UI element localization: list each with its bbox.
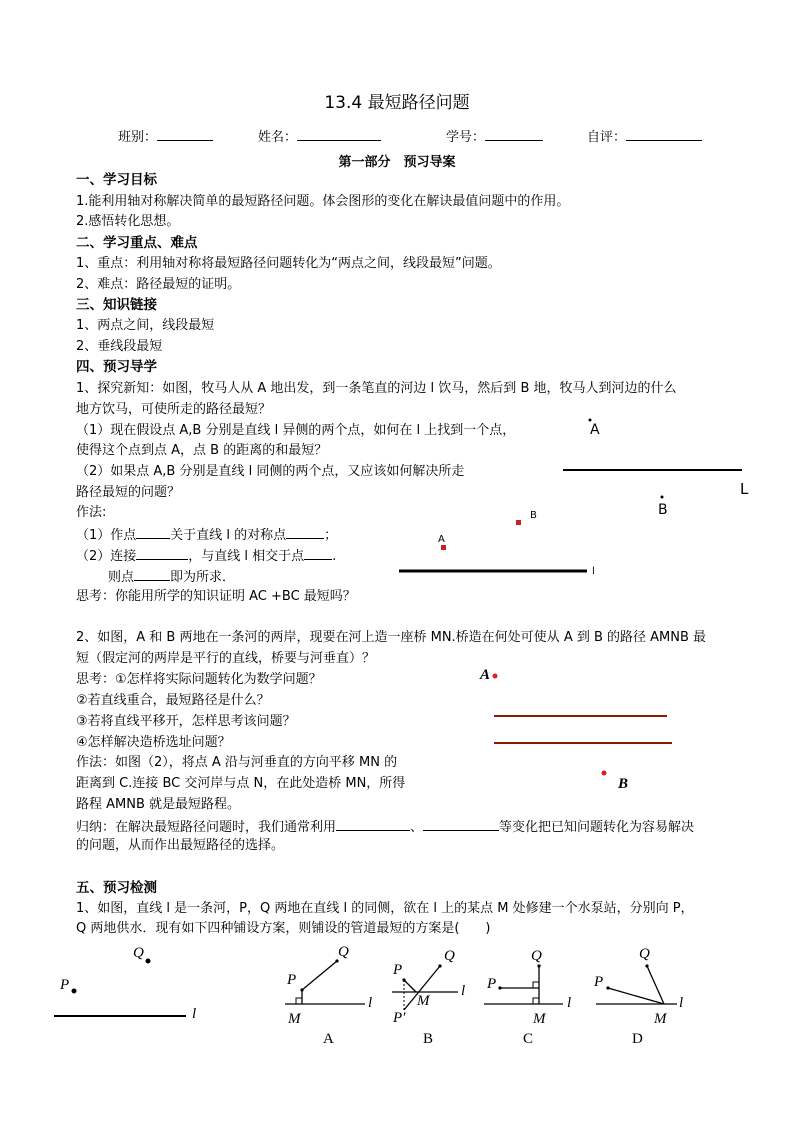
paragraph: 思考：你能用所学的知识证明 AC +BC 最短吗？ (76, 589, 356, 604)
step-text: 关于直线 l 的对称点 (170, 528, 287, 543)
point-a-label: A (438, 534, 445, 545)
paragraph: 作法: (76, 505, 107, 520)
paragraph: 的问题，从而作出最短路径的选择。 (76, 838, 285, 853)
point-p-label: P (60, 977, 70, 993)
point-a-label: A (480, 667, 491, 683)
step-text: 、 (410, 820, 424, 835)
point-q-label: Q (133, 945, 144, 961)
point-p-prime-label: P′ (393, 1010, 406, 1026)
section-heading: 一、学习目标 (76, 172, 157, 188)
point-q-label: Q (338, 944, 349, 960)
line-l-label: l (192, 1006, 197, 1022)
paragraph: 思考：①怎样将实际问题转化为数学问题？ (76, 672, 322, 687)
step-text: （1）作点 (76, 528, 137, 543)
point-b-label: B (530, 510, 537, 521)
option-b: B (423, 1031, 434, 1047)
line-l-label: L (740, 480, 749, 498)
self-eval-label: 自评： (587, 130, 627, 145)
point-m-label: M (417, 993, 430, 1009)
paragraph: （2）如果点 A,B 分别是直线 l 同侧的两个点，又应该如何解决所走 (76, 464, 465, 479)
line-l-label: l (592, 566, 595, 577)
paragraph: ②若直线重合，最短路径是什么？ (76, 693, 270, 708)
paragraph: Q 两地供水．现有如下四种铺设方案，则铺设的管道最短的方案是( ) (76, 921, 491, 936)
paragraph: 2.感悟转化思想。 (76, 214, 180, 229)
paragraph: 距离到 C.连接 BC 交河岸与点 N，在此处造桥 MN，所得 (76, 776, 406, 791)
line-l-label: l (461, 983, 466, 999)
point-p-label: P (487, 976, 497, 992)
point-q-label: Q (531, 948, 542, 964)
point-p-label: P (287, 972, 297, 988)
option-a: A (323, 1031, 334, 1047)
step-text: ，与直线 l 相交于点 (188, 549, 305, 564)
paragraph: 1、探究新知：如图，牧马人从 A 地出发，到一条笔直的河边 l 饮马，然后到 B 地，牧马人到河边的什么 (76, 381, 677, 396)
name-label: 姓名： (258, 130, 298, 145)
paragraph: 1、如图，直线 l 是一条河，P，Q 两地在直线 l 的同侧，欲在 l 上的某点 M 处修建一个水泵站，分别向 P， (76, 901, 694, 916)
paragraph: （1）现在假设点 A,B 分别是直线 l 异侧的两个点，如何在 l 上找到一个点， (76, 423, 516, 438)
line-l-label: l (567, 995, 572, 1011)
point-a-label: A (590, 422, 600, 438)
point-m-label: M (533, 1011, 546, 1027)
point-m-label: M (654, 1011, 667, 1027)
paragraph: 2、如图，A 和 B 两地在一条河的两岸，现要在河上造一座桥 MN.桥造在何处可使从 A 到 B 的路径 AMNB 最 (76, 630, 707, 645)
page-title: 13.4 最短路径问题 (324, 93, 470, 113)
paragraph: ③若将直线平移开，怎样思考该问题？ (76, 714, 296, 729)
line-l-label: l (368, 995, 373, 1011)
section-heading: 五、预习检测 (76, 880, 157, 896)
section-heading: 三、知识链接 (76, 297, 157, 313)
paragraph: 作法：如图（2），将点 A 沿与河垂直的方向平移 MN 的 (76, 755, 398, 770)
point-m-label: M (288, 1011, 301, 1027)
paragraph: 地方饮马，可使所走的路径最短？ (76, 402, 272, 417)
section-heading: 二、学习重点、难点 (76, 235, 198, 251)
step-text: （2）连接 (76, 549, 137, 564)
step-text: . (332, 549, 337, 564)
step-text: ； (324, 528, 338, 543)
part-heading: 第一部分 预习导案 (338, 155, 456, 170)
paragraph: 使得这个点到点 A，点 B 的距离的和最短？ (76, 443, 328, 458)
point-q-label: Q (639, 946, 650, 962)
paragraph: ④怎样解决造桥选址问题？ (76, 735, 231, 750)
paragraph: 路程 AMNB 就是最短路程。 (76, 797, 241, 812)
option-d: D (632, 1031, 643, 1047)
paragraph: 1、重点：利用轴对称将最短路径问题转化为“两点之间，线段最短”问题。 (76, 256, 501, 271)
point-q-label: Q (444, 948, 455, 964)
step-text: 归纳：在解决最短路径问题时，我们通常利用 (76, 820, 337, 835)
step-text: 等变化把已知问题转化为容易解决 (499, 820, 695, 835)
class-label: 班别： (118, 130, 158, 145)
paragraph: 1、两点之间，线段最短 (76, 318, 215, 333)
point-p-label: P (594, 974, 604, 990)
paragraph: 短（假定河的两岸是平行的直线，桥要与河垂直）？ (76, 651, 376, 666)
point-p-label: P (393, 962, 403, 978)
paragraph: 2、垂线段最短 (76, 339, 163, 354)
point-b-label: B (658, 502, 668, 518)
point-b-label: B (618, 776, 629, 792)
step-text: 则点 (108, 570, 135, 585)
section-heading: 四、预习导学 (76, 359, 157, 375)
paragraph: 2、难点：路径最短的证明。 (76, 277, 241, 292)
paragraph: 路径最短的问题？ (76, 485, 181, 500)
option-c: C (523, 1031, 534, 1047)
student-id-label: 学号： (446, 130, 486, 145)
paragraph: 1.能利用轴对称解决简单的最短路径问题。体会图形的变化在解诀最值问题中的作用。 (76, 194, 570, 209)
step-text: 即为所求． (170, 570, 236, 585)
line-l-label: l (679, 995, 684, 1011)
